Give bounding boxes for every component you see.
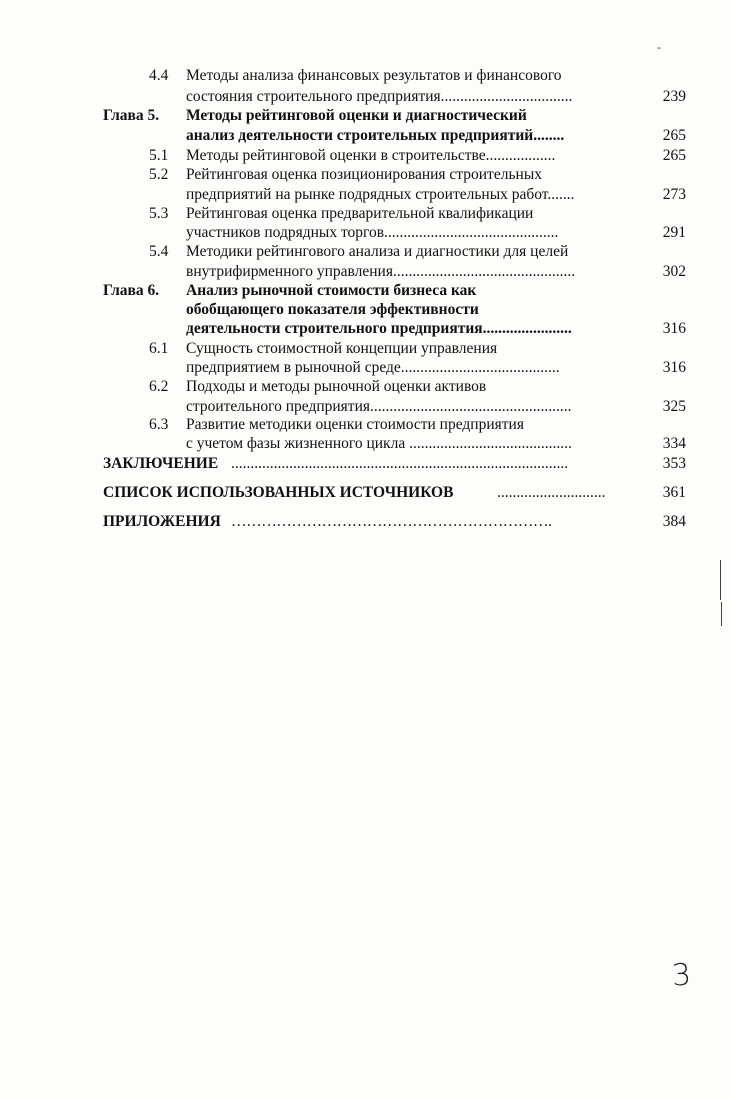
scan-artifact-mark: [720, 560, 721, 600]
toc-section-title: СПИСОК ИСПОЛЬЗОВАННЫХ ИСТОЧНИКОВ: [103, 484, 454, 501]
toc-page-number: 353: [662, 455, 686, 472]
toc-page-number: 239: [662, 88, 686, 105]
toc-section-title: ПРИЛОЖЕНИЯ: [103, 513, 221, 530]
toc-entry-number: 6.2: [149, 378, 169, 395]
toc-chapter-title: Методы рейтинговой оценки и диагностический: [186, 107, 527, 124]
toc-page-number: 316: [662, 359, 686, 376]
toc-entry-title: Сущность стоимостной концепции управления: [186, 340, 498, 357]
toc-leader-dots: .......................................................................................: [231, 455, 569, 472]
toc-entry-title-cont: состояния строительного предприятия..................................: [186, 88, 573, 105]
toc-page-number: 302: [662, 263, 686, 280]
toc-page-number: 265: [662, 147, 686, 164]
toc-entry-title-cont: предприятием в рыночной среде.........................................: [186, 359, 560, 376]
toc-entry-number: 5.2: [149, 166, 169, 183]
toc-entry-title: Методы анализа финансовых результатов и финансового: [186, 67, 562, 84]
toc-entry-title: Методики рейтингового анализа и диагностики для целей: [186, 243, 569, 260]
toc-entry-title: Рейтинговая оценка предварительной квалификации: [186, 205, 534, 222]
toc-leader-dots: ……………………………………………………….: [231, 513, 552, 530]
toc-page-number: 334: [662, 435, 686, 452]
toc-chapter-title: Анализ рыночной стоимости бизнеса как: [186, 282, 477, 299]
toc-chapter-title-cont: обобщающего показателя эффективности: [186, 301, 479, 318]
handwritten-page-number: 3: [670, 957, 693, 994]
toc-entry-number: 6.1: [149, 340, 169, 357]
toc-entry-title: Подходы и методы рыночной оценки активов: [186, 378, 487, 395]
toc-entry-number: 6.3: [149, 416, 169, 433]
toc-entry-title-cont: предприятий на рынке подрядных строительных работ.......: [186, 186, 575, 203]
toc-page-number: 384: [662, 513, 686, 530]
toc-leader-dots: ............................: [497, 484, 606, 501]
toc-entry-title-cont: строительного предприятия....................................................: [186, 398, 572, 415]
toc-entry-number: 5.1: [149, 147, 169, 164]
toc-page-number: 325: [662, 398, 686, 415]
toc-entry-number: 5.3: [149, 205, 169, 222]
toc-page-number: 273: [662, 186, 686, 203]
toc-chapter-number: Глава 5.: [103, 107, 160, 124]
toc-section-title: ЗАКЛЮЧЕНИЕ: [103, 455, 219, 472]
toc-page-number: 361: [662, 484, 686, 501]
toc-entry-title-cont: внутрифирменного управления...............................................: [186, 263, 576, 280]
toc-chapter-title-cont: анализ деятельности строительных предприятий........: [186, 127, 565, 144]
stray-mark: -: [657, 40, 661, 54]
toc-chapter-number: Глава 6.: [103, 282, 160, 299]
toc-entry-number: 4.4: [149, 67, 169, 84]
toc-page-number: 316: [662, 320, 686, 337]
toc-chapter-title-cont: деятельности строительного предприятия.......................: [186, 320, 572, 337]
scan-artifact-mark: [721, 602, 722, 626]
toc-entry-title-cont: с учетом фазы жизненного цикла ..........................................: [186, 435, 572, 452]
toc-page-number: 265: [662, 127, 686, 144]
toc-page-number: 291: [662, 224, 686, 241]
toc-entry-number: 5.4: [149, 243, 169, 260]
toc-entry-title-cont: участников подрядных торгов.............................................: [186, 224, 559, 241]
toc-entry-title: Рейтинговая оценка позиционирования строительных: [186, 166, 542, 183]
toc-entry-title: Методы рейтинговой оценки в строительстве..................: [186, 147, 556, 164]
toc-entry-title: Развитие методики оценки стоимости предприятия: [186, 416, 524, 433]
